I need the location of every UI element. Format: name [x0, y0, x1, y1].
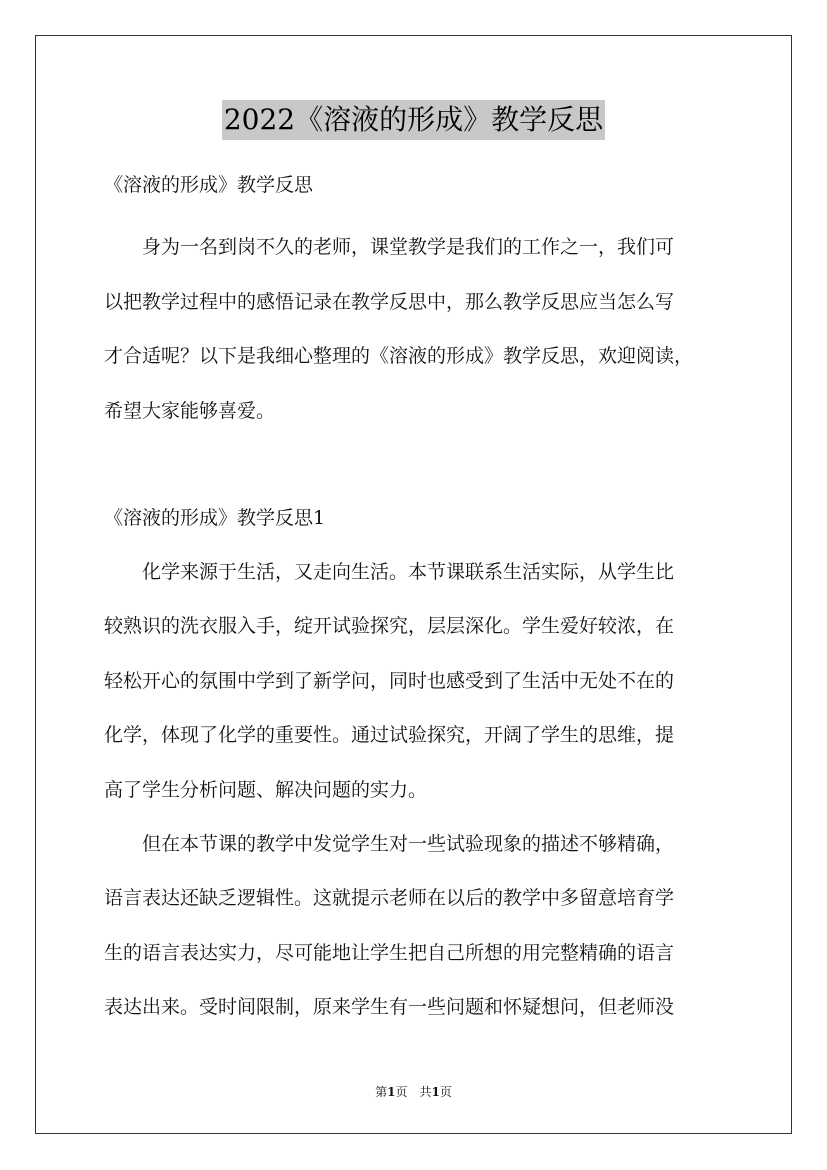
section-heading: 《溶液的形成》教学反思1 [104, 507, 326, 529]
title-container [0, 100, 827, 140]
paragraph-line: 表达出来。受时间限制，原来学生有一些问题和怀疑想问，但老师没 [104, 996, 675, 1018]
page-footer [0, 1084, 827, 1100]
paragraph-line: 高了学生分析问题、解决问题的实力。 [104, 779, 428, 801]
paragraph-line: 但在本节课的教学中发觉学生对一些试验现象的描述不够精确， [104, 833, 675, 855]
paragraph-line: 语言表达还缺乏逻辑性。这就提示老师在以后的教学中多留意培育学 [104, 887, 675, 909]
paragraph-line: 身为一名到岗不久的老师，课堂教学是我们的工作之一，我们可 [104, 236, 675, 258]
footer-page-total: 1 [431, 1085, 440, 1099]
paragraph-line: 希望大家能够喜爱。 [104, 400, 276, 422]
paragraph-line: 生的语言表达实力，尽可能地让学生把自己所想的用完整精确的语言 [104, 942, 675, 964]
footer-mid: 页 共 [395, 1085, 432, 1099]
footer-prefix: 第 [375, 1085, 388, 1099]
footer-suffix: 页 [439, 1085, 452, 1099]
footer-page-number: 1 [387, 1085, 396, 1099]
document-subtitle: 《溶液的形成》教学反思 [104, 174, 314, 196]
paragraph-line: 轻松开心的氛围中学到了新学问，同时也感受到了生活中无处不在的 [104, 670, 675, 692]
paragraph-line: 以把教学过程中的感悟记录在教学反思中，那么教学反思应当怎么写 [104, 291, 675, 313]
document-title: 2022《溶液的形成》教学反思 [222, 100, 605, 140]
paragraph-line: 较熟识的洗衣服入手，绽开试验探究，层层深化。学生爱好较浓，在 [104, 615, 675, 637]
paragraph-line: 化学来源于生活，又走向生活。本节课联系生活实际，从学生比 [104, 561, 675, 583]
paragraph-line: 才合适呢？以下是我细心整理的《溶液的形成》教学反思，欢迎阅读， [104, 345, 694, 367]
paragraph-line: 化学，体现了化学的重要性。通过试验探究，开阔了学生的思维，提 [104, 724, 675, 746]
